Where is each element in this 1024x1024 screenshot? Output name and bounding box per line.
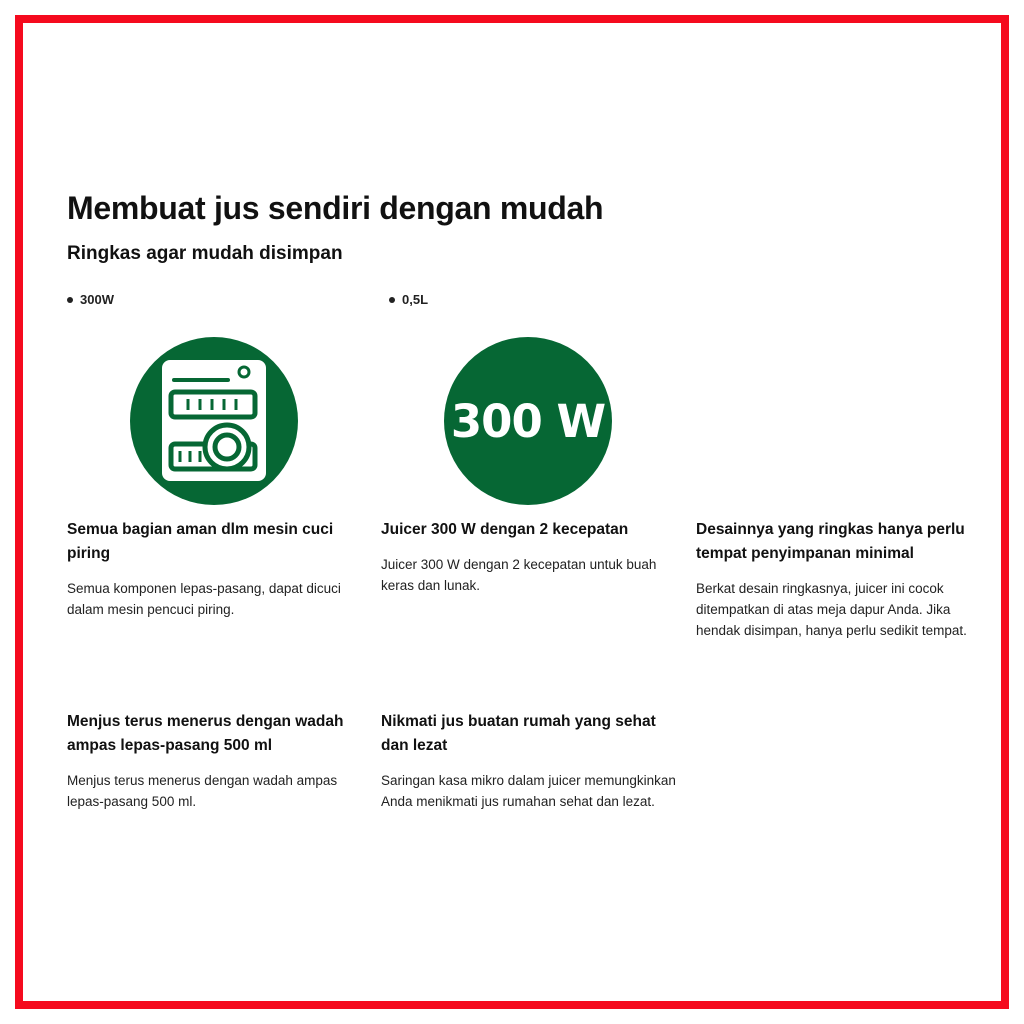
feature-body: Saringan kasa mikro dalam juicer memungkinkan Anda menikmati jus rumahan sehat dan lezat. — [381, 773, 676, 809]
dishwasher-icon — [130, 337, 298, 505]
feature-two-speeds — [381, 518, 676, 596]
feature-compact-design — [696, 518, 991, 641]
feature-heading: Juicer 300 W dengan 2 kecepatan — [381, 521, 629, 538]
feature-dishwasher-safe — [67, 518, 362, 620]
feature-body: Berkat desain ringkasnya, juicer ini cocok ditempatkan di atas meja dapur Anda. Jika hendak disimpan, hanya perlu sedikit tempat. — [696, 581, 967, 638]
feature-heading: Nikmati jus buatan rumah yang sehat dan lezat — [381, 713, 656, 754]
bullet-icon — [67, 297, 73, 303]
spec-capacity-label: 0,5L — [402, 292, 429, 307]
feature-body: Semua komponen lepas-pasang, dapat dicuci dalam mesin pencuci piring. — [67, 581, 341, 617]
spec-power — [67, 292, 114, 307]
spec-capacity — [389, 292, 428, 307]
feature-heading: Desainnya yang ringkas hanya perlu tempat penyimpanan minimal — [696, 521, 965, 562]
feature-heading: Menjus terus menerus dengan wadah ampas lepas-pasang 500 ml — [67, 713, 344, 754]
page-title: Membuat jus sendiri dengan mudah — [67, 190, 604, 226]
page-subtitle: Ringkas agar mudah disimpan — [67, 243, 343, 264]
feature-body: Juicer 300 W dengan 2 kecepatan untuk buah keras dan lunak. — [381, 557, 657, 593]
red-border-frame — [15, 15, 1009, 1009]
feature-heading: Semua bagian aman dlm mesin cuci piring — [67, 521, 334, 562]
feature-healthy-juice — [381, 710, 676, 812]
bullet-icon — [389, 297, 395, 303]
power-300w-icon — [444, 337, 612, 505]
power-label: 300 W — [450, 394, 606, 448]
feature-pulp-container — [67, 710, 362, 812]
feature-body: Menjus terus menerus dengan wadah ampas lepas-pasang 500 ml. — [67, 773, 338, 809]
spec-power-label: 300W — [80, 292, 114, 307]
